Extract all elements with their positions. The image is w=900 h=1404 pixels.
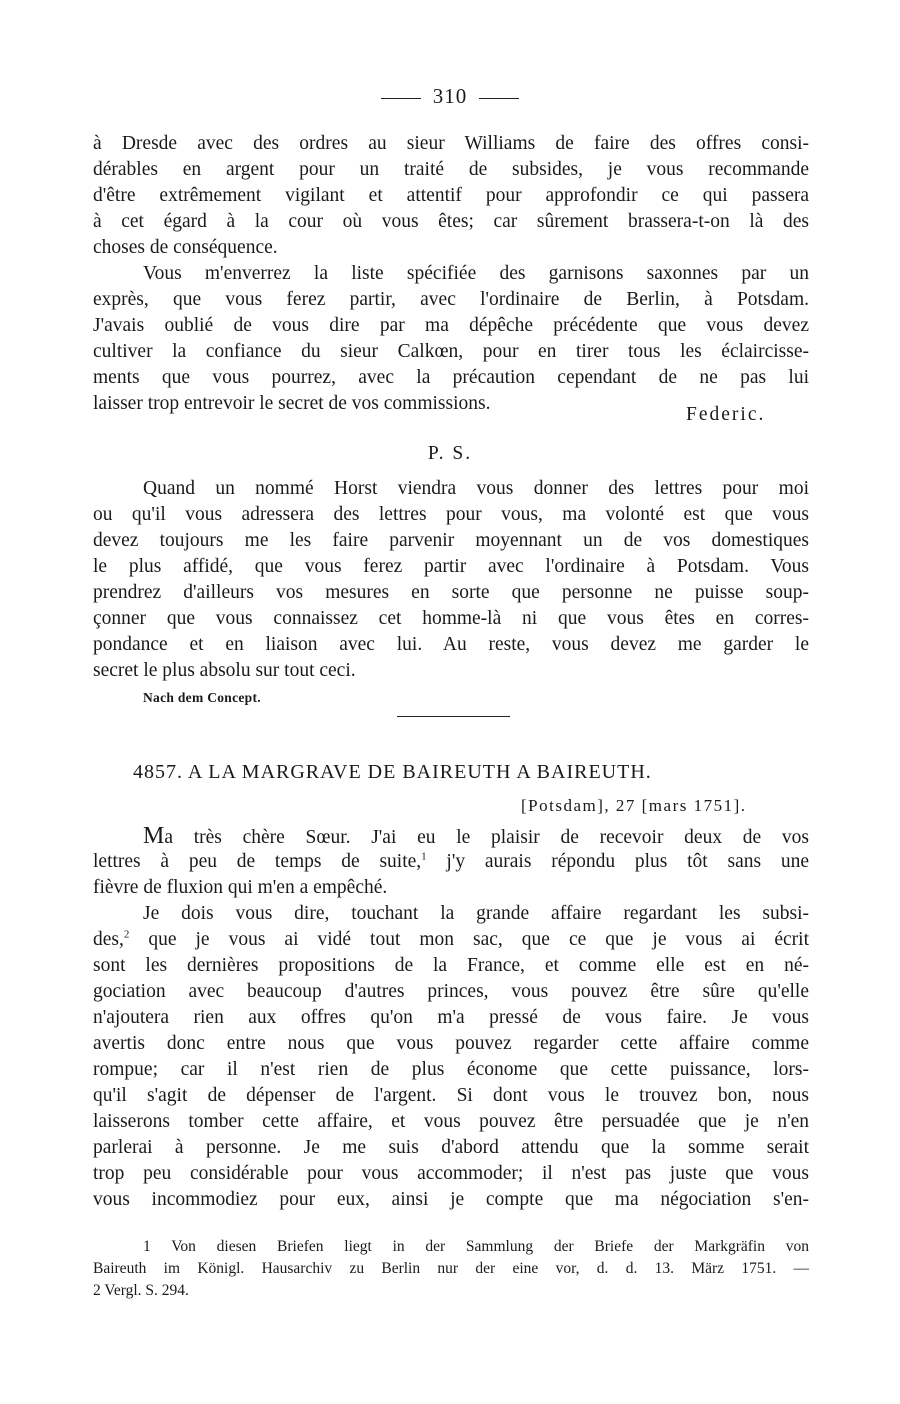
text-line: d'être extrêmement vigilant et attentif pour approfondir ce qui passera — [93, 185, 809, 206]
text-span: j'y aurais répondu plus tôt sans une — [426, 851, 809, 872]
letter1-paragraph-1 — [93, 131, 809, 261]
letter-dateline: [Potsdam], 27 [mars 1751]. — [521, 796, 747, 815]
text-span: lettres à peu de temps de suite, — [93, 851, 422, 872]
text-line: çonner que vous connaissez cet homme-là ni que vous êtes en corres- — [93, 608, 809, 629]
text-line: choses de conséquence. — [93, 237, 278, 258]
signature: Federic. — [686, 404, 766, 425]
text-line: secret le plus absolu sur tout ceci. — [93, 660, 356, 681]
text-line: n'ajoutera rien aux offres qu'on m'a pressé de vous faire. Je vous — [93, 1007, 809, 1028]
text-line: laisser trop entrevoir le secret de vos commissions. — [93, 393, 491, 414]
letter1-paragraph-2 — [93, 261, 809, 417]
text-line: devez toujours me les faire parvenir moyennant un de vos domestiques — [93, 530, 809, 551]
text-line: exprès, que vous ferez partir, avec l'ordinaire de Berlin, à Potsdam. — [93, 289, 809, 310]
text-line: rompue; car il n'est rien de plus économe que cette puissance, lors- — [93, 1059, 809, 1080]
source-note: Nach dem Concept. — [143, 690, 261, 705]
footnote-ref-1[interactable]: 1 — [421, 850, 427, 863]
header-dash-right — [479, 98, 519, 99]
footnote-ref-2[interactable]: 2 — [123, 928, 130, 941]
text-line — [93, 823, 809, 849]
text-line: vous incommodiez pour eux, ainsi je compte que ma négociation s'en- — [93, 1189, 809, 1210]
text-line — [93, 849, 809, 875]
header-dash-left — [381, 98, 421, 99]
text-span: des, — [93, 929, 124, 950]
text-line: prendrez d'ailleurs vos mesures en sorte que personne ne puisse soup- — [93, 582, 809, 603]
text-line: le plus affidé, que vous ferez partir avec l'ordinaire à Potsdam. Vous — [93, 556, 809, 577]
page-header — [0, 84, 900, 109]
ps-heading: P. S. — [427, 443, 473, 464]
text-line — [93, 927, 809, 953]
footnote-2 — [93, 1280, 809, 1302]
footnote-marker-1: 1 — [143, 1238, 151, 1255]
text-span: a très chère Sœur. J'ai eu le plaisir de recevoir deux de vos — [164, 827, 809, 848]
text-line: parlerai à personne. Je me suis d'abord attendu que la somme serait — [93, 1137, 809, 1158]
text-line: laisserons tomber cette affaire, et vous pouvez être persuadée que je n'en — [93, 1111, 809, 1132]
text-line: gociation avec beaucoup d'autres princes, vous pouvez être sûre qu'elle — [93, 981, 809, 1002]
footnote-1-line-2: Baireuth im Königl. Hausarchiv zu Berlin nur der eine vor, d. d. 13. März 1751. — — [93, 1260, 809, 1277]
section-divider — [397, 716, 510, 717]
text-span: que je vous ai vidé tout mon sac, que ce que je vous ai écrit — [129, 929, 809, 950]
letter2-paragraph-1 — [93, 823, 809, 901]
text-line: Vous m'enverrez la liste spécifiée des garnisons saxonnes par un — [143, 263, 809, 284]
letter-title: 4857. A LA MARGRAVE DE BAIREUTH A BAIREUTH. — [133, 761, 652, 783]
postscript-paragraph — [93, 476, 809, 684]
footnotes — [93, 1236, 809, 1302]
text-line: cultiver la confiance du sieur Calkœn, pour en tirer tous les éclaircisse- — [93, 341, 809, 362]
text-span: Von diesen Briefen liegt in der Sammlung der Briefe der Markgräfin von — [171, 1238, 809, 1255]
text-line: à Dresde avec des ordres au sieur Williams de faire des offres consi- — [93, 133, 809, 154]
text-line: sont les dernières propositions de la France, et comme elle est en né- — [93, 955, 809, 976]
footnote-marker-2: 2 — [93, 1282, 101, 1299]
letter2-paragraph-2 — [93, 901, 809, 1213]
text-line: pondance et en liaison avec lui. Au reste, vous devez me garder le — [93, 634, 809, 655]
footnote-1-line-1 — [93, 1236, 809, 1258]
text-span: Vergl. S. 294. — [104, 1282, 189, 1299]
text-line: J'avais oublié de vous dire par ma dépêche précédente que vous devez — [93, 315, 809, 336]
text-line: trop peu considérable pour vous accommoder; il n'est pas juste que vous — [93, 1163, 809, 1184]
text-line: à cet égard à la cour où vous êtes; car sûrement brassera-t-on là des — [93, 211, 809, 232]
text-line: ments que vous pourrez, avec la précaution cependant de ne pas lui — [93, 367, 809, 388]
text-line: dérables en argent pour un traité de subsides, je vous recommande — [93, 159, 809, 180]
text-line: qu'il s'agit de dépenser de l'argent. Si dont vous le trouvez bon, nous — [93, 1085, 809, 1106]
text-line: Je dois vous dire, touchant la grande affaire regardant les subsi- — [143, 903, 809, 924]
text-line: fièvre de fluxion qui m'en a empêché. — [93, 877, 388, 898]
initial-letter: M — [143, 823, 165, 849]
text-line: Quand un nommé Horst viendra vous donner des lettres pour moi — [143, 478, 809, 499]
text-line: ou qu'il vous adressera des lettres pour vous, ma volonté est que vous — [93, 504, 809, 525]
page-number: 310 — [432, 84, 468, 108]
text-line: avertis donc entre nous que vous pouvez regarder cette affaire comme — [93, 1033, 809, 1054]
